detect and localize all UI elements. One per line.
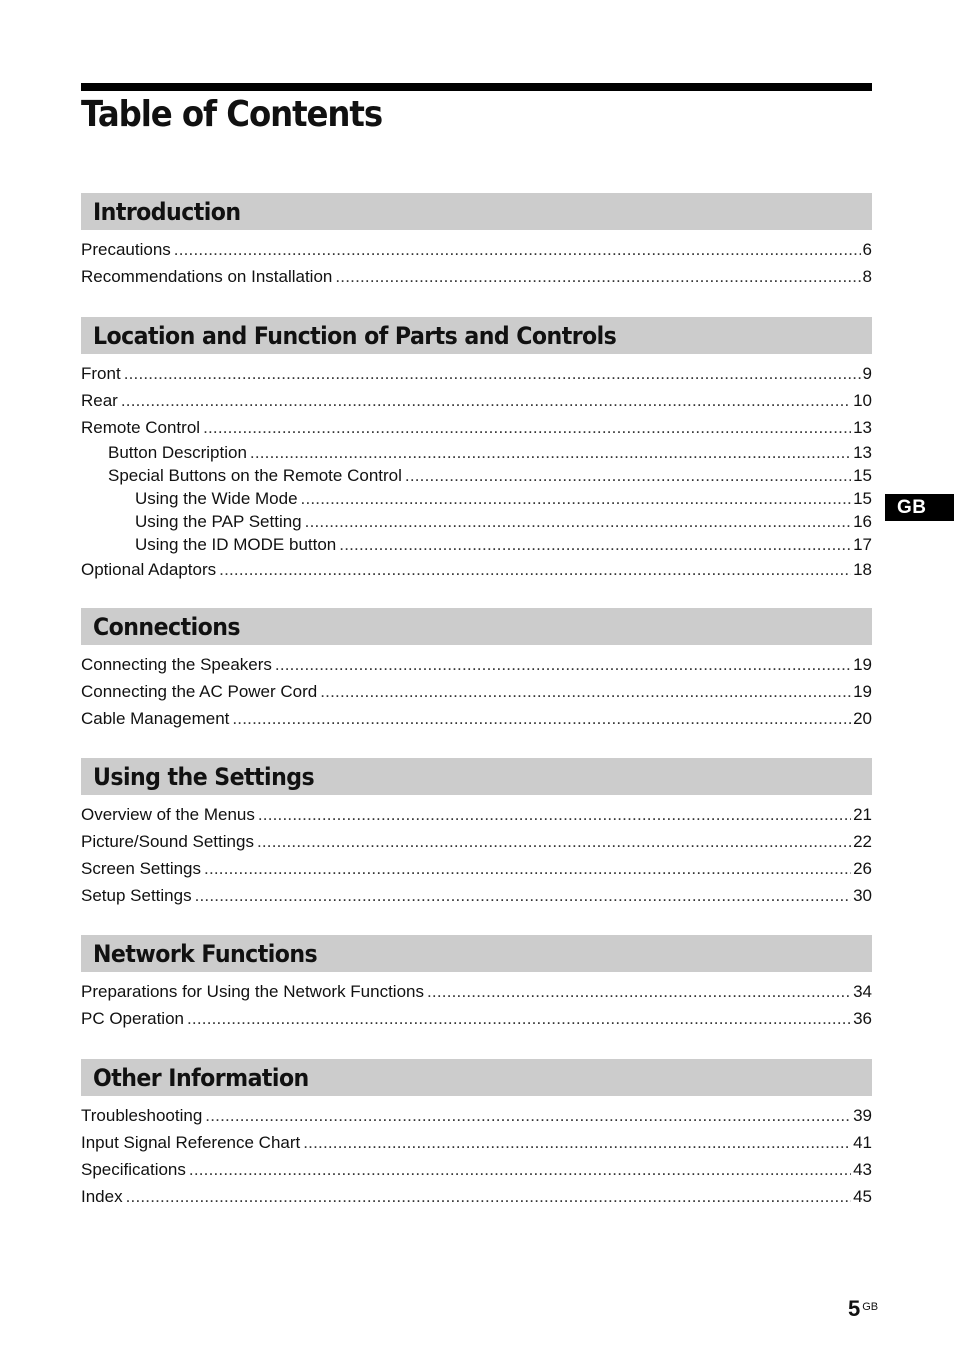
section-network-functions	[81, 935, 872, 1032]
entry-label: Troubleshooting	[81, 1106, 203, 1125]
entry-page: 20	[853, 709, 872, 728]
entry-page: 17	[853, 535, 872, 554]
page-title: Table of Contents	[81, 94, 383, 135]
dot-leader	[335, 263, 860, 290]
entry-page: 43	[853, 1160, 872, 1179]
toc-entry-pc-operation[interactable]	[81, 1005, 872, 1032]
toc-entry-wide-mode[interactable]	[81, 487, 872, 510]
toc-entry-optional-adaptors[interactable]	[81, 556, 872, 583]
entry-page: 39	[853, 1106, 872, 1125]
entry-label: Using the ID MODE button	[135, 535, 337, 554]
section-title: Other Information	[93, 1063, 309, 1092]
toc-entry-setup-settings[interactable]	[81, 882, 872, 909]
section-title: Introduction	[93, 197, 241, 226]
language-tab: GB	[885, 494, 954, 521]
entry-page: 34	[853, 982, 872, 1001]
entry-label: Using the Wide Mode	[135, 489, 298, 508]
toc-entry-special-buttons[interactable]	[81, 464, 872, 487]
entry-label: PC Operation	[81, 1009, 184, 1028]
entry-page: 15	[853, 466, 872, 485]
toc-entry-front[interactable]	[81, 360, 872, 387]
dot-leader	[174, 236, 861, 263]
toc-entries	[81, 978, 872, 1032]
entry-page: 15	[853, 489, 872, 508]
dot-leader	[427, 978, 851, 1005]
entry-page: 8	[862, 267, 872, 286]
section-introduction	[81, 193, 872, 290]
toc-entry-picture-sound[interactable]	[81, 828, 872, 855]
section-title: Connections	[93, 612, 240, 641]
section-connections	[81, 608, 872, 732]
toc-entry-network-preparations[interactable]	[81, 978, 872, 1005]
entry-label: Optional Adaptors	[81, 560, 217, 579]
section-using-the-settings	[81, 758, 872, 909]
toc-entry-pap-setting[interactable]	[81, 510, 872, 533]
entry-page: 41	[853, 1133, 872, 1152]
dot-leader	[257, 828, 851, 855]
page-number-suffix: GB	[862, 1301, 879, 1313]
toc-entry-specifications[interactable]	[81, 1156, 872, 1183]
section-parts-and-controls	[81, 317, 872, 583]
entry-label: Index	[81, 1187, 123, 1206]
dot-leader	[232, 705, 851, 732]
toc-entries	[81, 236, 872, 290]
entry-label: Setup Settings	[81, 886, 192, 905]
entry-page: 16	[853, 512, 872, 531]
toc-entry-input-signal-chart[interactable]	[81, 1129, 872, 1156]
dot-leader	[339, 533, 851, 556]
title-rule	[81, 83, 872, 91]
entry-label: Picture/Sound Settings	[81, 832, 254, 851]
dot-leader	[124, 360, 861, 387]
toc-entry-ac-power-cord[interactable]	[81, 678, 872, 705]
entry-label: Input Signal Reference Chart	[81, 1133, 301, 1152]
entry-label: Special Buttons on the Remote Control	[108, 466, 402, 485]
page-number-value: 5	[848, 1296, 861, 1321]
entry-label: Recommendations on Installation	[81, 267, 333, 286]
toc-entry-button-description[interactable]	[81, 441, 872, 464]
toc-entry-remote-control[interactable]	[81, 414, 872, 441]
section-header	[81, 1059, 872, 1096]
section-title: Location and Function of Parts and Controls	[93, 321, 617, 350]
dot-leader	[405, 464, 851, 487]
entry-page: 19	[853, 682, 872, 701]
section-header	[81, 608, 872, 645]
section-header	[81, 935, 872, 972]
entry-page: 36	[853, 1009, 872, 1028]
dot-leader	[258, 801, 851, 828]
entry-label: Front	[81, 364, 121, 383]
dot-leader	[189, 1156, 851, 1183]
toc-entry-recommendations[interactable]	[81, 263, 872, 290]
entry-page: 18	[853, 560, 872, 579]
entry-page: 22	[853, 832, 872, 851]
section-header	[81, 758, 872, 795]
dot-leader	[195, 882, 852, 909]
entry-label: Specifications	[81, 1160, 186, 1179]
entry-label: Precautions	[81, 240, 171, 259]
entry-label: Connecting the AC Power Cord	[81, 682, 318, 701]
dot-leader	[275, 651, 851, 678]
entry-label: Preparations for Using the Network Functions	[81, 982, 424, 1001]
entry-page: 30	[853, 886, 872, 905]
toc-entry-overview-menus[interactable]	[81, 801, 872, 828]
toc-entry-troubleshooting[interactable]	[81, 1102, 872, 1129]
toc-entry-index[interactable]	[81, 1183, 872, 1210]
dot-leader	[187, 1005, 851, 1032]
toc-entries	[81, 801, 872, 909]
entry-page: 19	[853, 655, 872, 674]
section-title: Using the Settings	[93, 762, 315, 791]
dot-leader	[219, 556, 851, 583]
entry-page: 26	[853, 859, 872, 878]
dot-leader	[303, 1129, 851, 1156]
entry-label: Button Description	[108, 443, 247, 462]
dot-leader	[205, 1102, 851, 1129]
entry-page: 10	[853, 391, 872, 410]
toc-entries	[81, 1102, 872, 1210]
toc-entry-rear[interactable]	[81, 387, 872, 414]
dot-leader	[204, 855, 851, 882]
toc-entry-id-mode-button[interactable]	[81, 533, 872, 556]
dot-leader	[320, 678, 851, 705]
toc-entry-cable-management[interactable]	[81, 705, 872, 732]
entry-label: Rear	[81, 391, 118, 410]
entry-page: 45	[853, 1187, 872, 1206]
entry-label: Overview of the Menus	[81, 805, 255, 824]
dot-leader	[301, 487, 852, 510]
entry-page: 21	[853, 805, 872, 824]
toc-entry-precautions[interactable]	[81, 236, 872, 263]
toc-entries	[81, 360, 872, 583]
dot-leader	[305, 510, 851, 533]
section-title: Network Functions	[93, 939, 318, 968]
section-header	[81, 193, 872, 230]
entry-page: 9	[862, 364, 872, 383]
entry-page: 13	[853, 418, 872, 437]
toc-entry-speakers[interactable]	[81, 651, 872, 678]
dot-leader	[250, 441, 851, 464]
toc-entries	[81, 651, 872, 732]
entry-page: 13	[853, 443, 872, 462]
entry-page: 6	[862, 240, 872, 259]
dot-leader	[126, 1183, 851, 1210]
entry-label: Connecting the Speakers	[81, 655, 272, 674]
toc-entry-screen-settings[interactable]	[81, 855, 872, 882]
page-number	[848, 1296, 878, 1322]
entry-label: Cable Management	[81, 709, 230, 728]
dot-leader	[203, 414, 851, 441]
entry-label: Screen Settings	[81, 859, 202, 878]
section-other-information	[81, 1059, 872, 1210]
section-header	[81, 317, 872, 354]
entry-label: Remote Control	[81, 418, 201, 437]
entry-label: Using the PAP Setting	[135, 512, 302, 531]
dot-leader	[121, 387, 851, 414]
